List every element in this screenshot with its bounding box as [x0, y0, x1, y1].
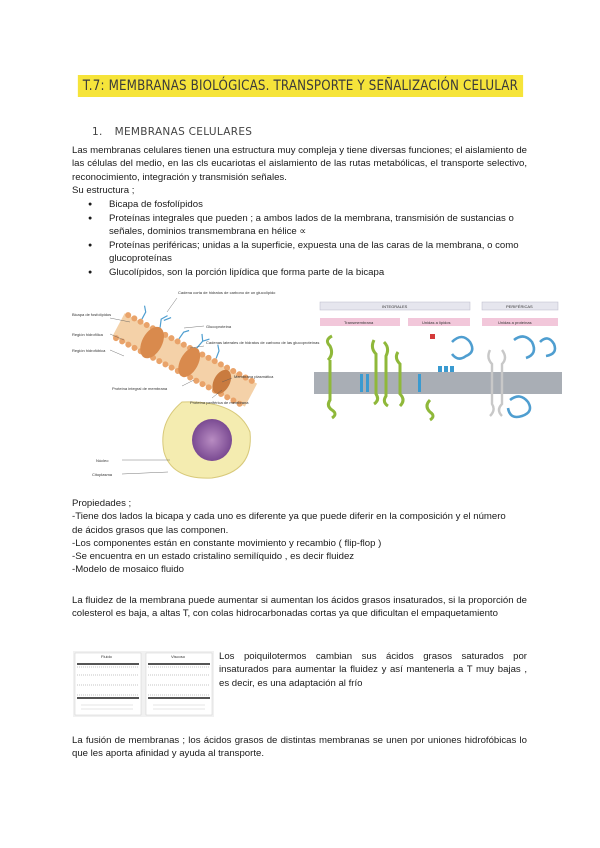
property-line: -Modelo de mosaico fluido — [72, 564, 184, 576]
subheader-transmembrane: Transmembrana — [344, 320, 374, 325]
section-number: 1. — [92, 126, 103, 138]
fluid-label: Fluido — [101, 654, 112, 659]
lipid-bilayer — [111, 297, 266, 410]
viscous-label: Viscoso — [171, 654, 185, 659]
chains-label: Cadenas laterales de hidratos de carbono de las glucoproteínas — [206, 340, 320, 345]
bilayer-label: Bicapa de fosfolípidos — [72, 312, 112, 317]
intro-paragraph — [72, 144, 527, 198]
property-line: -Se encuentra en un estado cristalino semilíquido , es decir fluidez — [72, 551, 355, 563]
subheader-protein: Unidas a proteínas — [498, 320, 532, 325]
list-item: ● Glucolípidos, son la porción lipídica que forma parte de la bicapa — [72, 266, 532, 280]
poikilotherms-paragraph: Los poiquilotermos cambian sus ácidos grasos saturados por insaturados para aumentar la fluidez y así mantenerla a T muy bajas , es decir, es una adaptación al frío — [219, 651, 527, 689]
property-line: de ácidos grasos que las componen. — [72, 524, 229, 536]
property-line: -Los componentes están en constante movimiento y recambio ( flip-flop ) — [72, 537, 382, 549]
membrane-band — [314, 372, 562, 394]
structure-label: Su estructura ; — [72, 185, 135, 197]
nucleus-label: Núcleo — [96, 458, 109, 463]
section-label: MEMBRANAS CELULARES — [114, 126, 253, 138]
polar-label: Región hidrofílica — [72, 332, 103, 337]
title-wrap — [0, 75, 600, 97]
list-item: ● Proteínas integrales que pueden ; a ambos lados de la membrana, transmisión de sustancias o señales, dominios transmembrana en hélice ∝ — [72, 212, 532, 239]
membrane-diagram — [72, 282, 320, 482]
membrane-label: Membrana plasmática — [234, 374, 274, 379]
integral-header: INTEGRALES — [382, 304, 408, 309]
properties-label: Propiedades ; — [72, 498, 132, 509]
nonpolar-label: Región hidrofóbica — [72, 348, 106, 353]
list-item: ● Proteínas periféricas; unidas a la superficie, expuesta una de las caras de la membrana, o como glucoproteínas — [72, 239, 532, 266]
peripheral-label: Proteína periférica de membrana — [190, 400, 249, 405]
fluidity-diagram — [73, 651, 214, 717]
list-item: ● Bicapa de fosfolípidos — [72, 198, 532, 212]
structure-list — [72, 198, 532, 280]
page-title: T.7: MEMBRANAS BIOLÓGICAS. TRANSPORTE Y SEÑALIZACIÓN CELULAR — [77, 75, 522, 97]
glycoprotein-label: Glucoproteína — [206, 324, 232, 329]
properties-block — [72, 497, 532, 577]
glycolipid-label: Cadena corta de hidratos de carbono de un glucolípido — [178, 290, 276, 295]
cytoplasm-label: Citoplasma — [92, 472, 113, 477]
fusion-paragraph: La fusión de membranas ; los ácidos grasos de distintas membranas se unen por uniones hidrofóbicas lo que les aporta afinidad y ayuda al transporte. — [72, 735, 527, 760]
intro-text: Las membranas celulares tienen una estructura muy compleja y tiene diversas funciones; el aislamiento de las células del medio, en las cls eucariotas el aislamiento de las rutas metabólicas, el transporte selectivo, reconocimiento, integración y transmisión señales. — [72, 145, 527, 183]
fluidity-paragraph: La fluidez de la membrana puede aumentar si aumentan los ácidos grasos insaturados, si la proporción de colesterol es baja, a altas T, con colas hidrocarbonadas cortas ya que dificultan el empaquetamiento — [72, 595, 527, 620]
nucleus-shape — [192, 419, 232, 461]
property-line: -Tiene dos lados la bicapa y cada uno es diferente ya que puede diferir en la composición y el número — [72, 511, 506, 523]
membrane-proteins-diagram — [314, 300, 562, 440]
integral-label: Proteína integral de membrana — [112, 386, 168, 391]
subheader-lipid: Unidas a lípidos — [422, 320, 451, 325]
section-heading — [92, 126, 252, 138]
peripheral-header: PERIFÉRICAS — [506, 304, 533, 309]
